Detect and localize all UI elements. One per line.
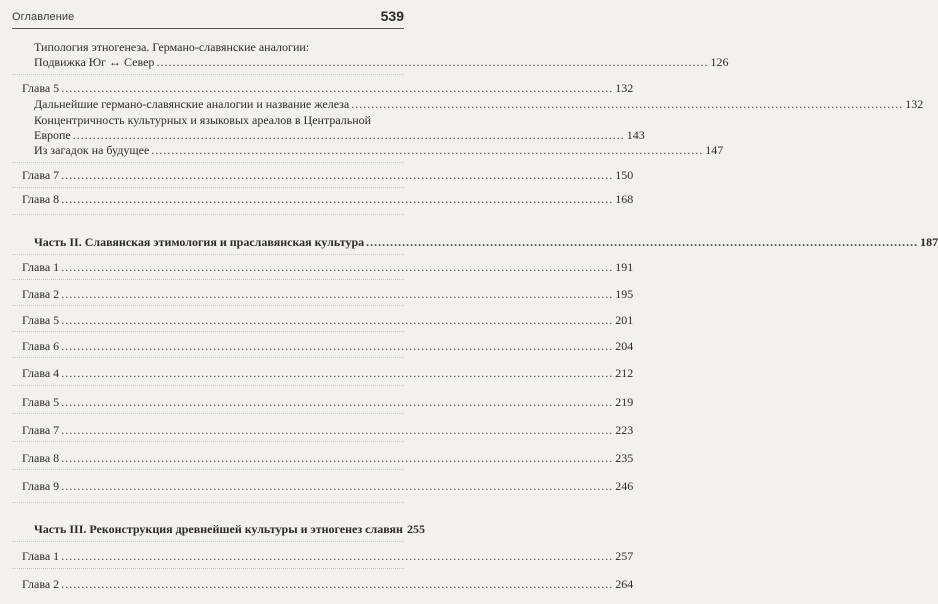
separator [12, 502, 404, 503]
dot-leader: .......................................................................................................................................... [61, 577, 614, 591]
toc-page-number: 132 [615, 81, 634, 95]
dot-leader: .......................................................................................................................................... [61, 192, 614, 206]
toc-page-number: 195 [615, 287, 634, 301]
toc-page-number: 191 [615, 260, 634, 274]
separator [12, 469, 404, 470]
toc-chapter-label: Глава 1 [22, 260, 60, 274]
toc-page-number: 147 [705, 143, 724, 157]
toc-page-number: 132 [905, 97, 924, 111]
toc-entry-label: Из загадок на будущее [34, 143, 150, 157]
toc-chapter-label: Глава 8 [22, 451, 60, 465]
toc-part-label: Часть III. Реконструкция древнейшей культуры и этногенез славян [34, 522, 403, 536]
toc-page-number: 143 [626, 128, 645, 142]
toc-chapter[interactable] [22, 549, 634, 564]
toc-chapter[interactable] [22, 577, 634, 592]
dot-leader: .......................................................................................................................................... [61, 366, 614, 380]
dot-leader: .......................................................................................................................................... [61, 260, 614, 274]
dot-leader: .......................................................................................................................................... [366, 235, 919, 249]
separator [12, 279, 404, 280]
dot-leader: .......................................................................................................................................... [61, 479, 614, 493]
toc-chapter-label: Глава 6 [22, 339, 60, 353]
separator [12, 385, 404, 386]
page-number: 539 [380, 8, 404, 24]
dot-leader: .......................................................................................................................................... [156, 55, 709, 69]
toc-page-number: 204 [615, 339, 634, 353]
separator [12, 441, 404, 442]
separator [12, 214, 404, 215]
separator [12, 413, 404, 414]
dot-leader: .......................................................................................................................................... [61, 549, 614, 563]
toc-entry[interactable] [34, 97, 924, 112]
dot-leader: .......................................................................................................................................... [61, 168, 614, 182]
toc-chapter-label: Глава 4 [22, 366, 60, 380]
toc-chapter[interactable] [22, 81, 634, 96]
running-head-title: Оглавление [12, 11, 75, 23]
dot-leader: .......................................................................................................................................... [61, 395, 614, 409]
dot-leader: .......................................................................................................................................... [151, 143, 704, 157]
toc-page-number: 168 [615, 192, 634, 206]
separator [12, 74, 404, 75]
toc-page-number: 212 [615, 366, 634, 380]
dot-leader: .......................................................................................................................................... [61, 339, 614, 353]
dot-leader: .......................................................................................................................................... [61, 287, 614, 301]
toc-page-number: 126 [710, 55, 729, 69]
toc-chapter[interactable] [22, 339, 634, 354]
toc-page-number: 264 [615, 577, 634, 591]
toc-chapter-label: Глава 7 [22, 423, 60, 437]
toc-entry-label: Европе [34, 128, 71, 142]
toc-page-number: 219 [615, 395, 634, 409]
toc-chapter[interactable] [22, 451, 634, 466]
toc-chapter[interactable] [22, 287, 634, 302]
toc-chapter-label: Глава 9 [22, 479, 60, 493]
toc-part-heading[interactable] [34, 235, 938, 250]
toc-page-number: 223 [615, 423, 634, 437]
dot-leader: .......................................................................................................................................... [72, 128, 625, 142]
toc-chapter-label: Глава 5 [22, 313, 60, 327]
toc-chapter[interactable] [22, 313, 634, 328]
toc-part-heading[interactable] [34, 522, 425, 537]
separator [12, 305, 404, 306]
toc-chapter-label: Глава 2 [22, 287, 60, 301]
toc-chapter-label: Глава 8 [22, 192, 60, 206]
toc-chapter[interactable] [22, 479, 634, 494]
toc-page-number: 257 [615, 549, 634, 563]
separator [12, 541, 404, 542]
dot-leader: .......................................................................................................................................... [61, 313, 614, 327]
toc-chapter[interactable] [22, 366, 634, 381]
toc-page-number: 235 [615, 451, 634, 465]
dot-leader: .......................................................................................................................................... [61, 423, 614, 437]
toc-chapter[interactable] [22, 260, 634, 275]
toc-entry-text: Типология этногенеза. Германо-славянские аналогии: [34, 40, 310, 54]
toc-chapter-label: Глава 5 [22, 395, 60, 409]
separator [12, 568, 404, 569]
toc-chapter-label: Глава 1 [22, 549, 60, 563]
toc-entry-label: Подвижка Юг ↔ Север [34, 55, 155, 69]
toc-page-number: 201 [615, 313, 634, 327]
toc-chapter[interactable] [22, 423, 634, 438]
separator [12, 162, 404, 163]
toc-page-number: 150 [615, 168, 634, 182]
dot-leader: .......................................................................................................................................... [61, 81, 614, 95]
separator [12, 187, 404, 188]
toc-chapter[interactable] [22, 168, 634, 183]
toc-entry[interactable] [34, 55, 729, 70]
toc-chapter[interactable] [22, 395, 634, 410]
toc-entry-text: Концентричность культурных и языковых ареалов в Центральной [34, 113, 372, 127]
separator [12, 331, 404, 332]
toc-chapter-label: Глава 7 [22, 168, 60, 182]
toc-part-label: Часть II. Славянская этимология и праславянская культура [34, 235, 365, 249]
toc-entry-label: Дальнейшие германо-славянские аналогии и название железа [34, 97, 350, 111]
toc-chapter[interactable] [22, 192, 634, 207]
dot-leader: .......................................................................................................................................... [61, 451, 614, 465]
separator [12, 254, 404, 255]
separator [12, 357, 404, 358]
toc-chapter-label: Глава 2 [22, 577, 60, 591]
toc-entry[interactable] [34, 143, 724, 158]
toc-page-number: 187 [920, 235, 938, 249]
toc-page-number: 246 [615, 479, 634, 493]
toc-chapter-label: Глава 5 [22, 81, 60, 95]
toc-entry[interactable] [34, 128, 645, 143]
dot-leader: .......................................................................................................................................... [351, 97, 904, 111]
toc-page-number: 255 [406, 522, 425, 536]
